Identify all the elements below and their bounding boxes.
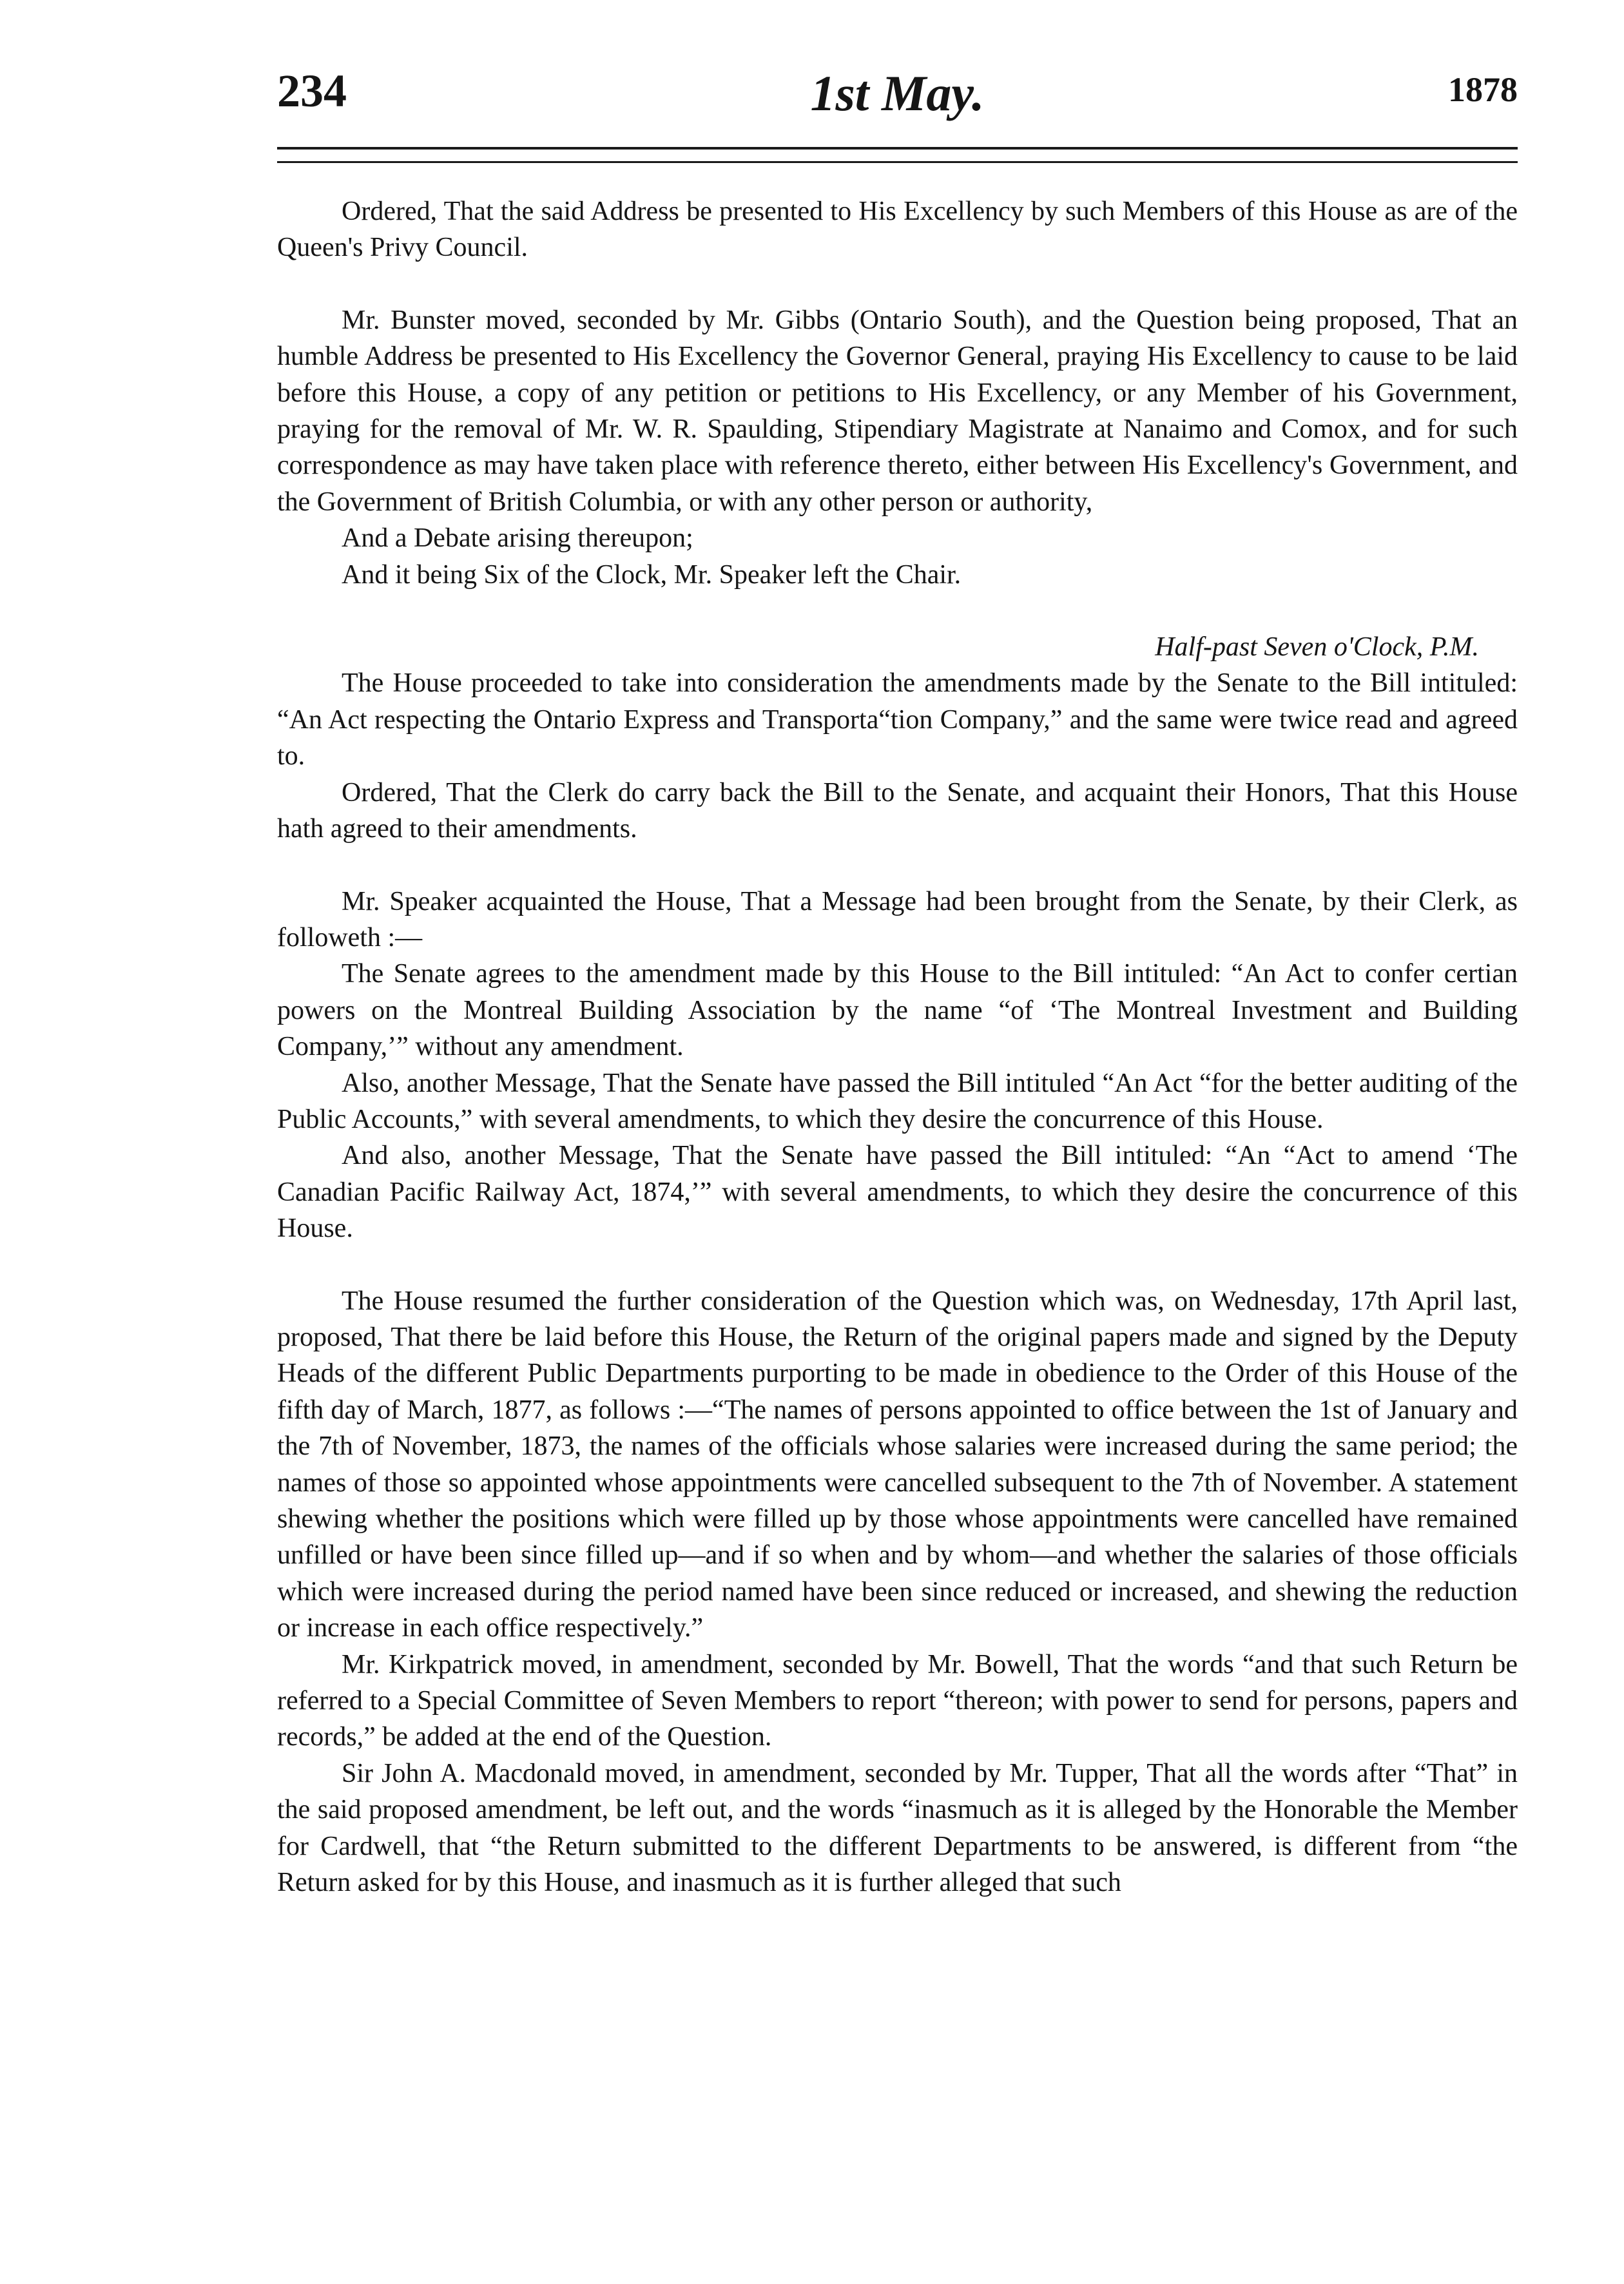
paragraph-six-oclock: And it being Six of the Clock, Mr. Speaker left the Chair.: [342, 559, 962, 590]
paragraph-bunster-motion: Mr. Bunster moved, seconded by Mr. Gibbs (Ontario South), and the Question being proposed, That an humble Address be presented to His Excellency the Governor General, praying His Excellency to cause to be laid before this House, a copy of any petition or petitions to His Excellency, or any Member of his Government, praying for the removal of Mr. W. R. Spaulding, Stipendiary Magistrate at Nanaimo and Comox, and for such correspondence as may have taken place with reference thereto, either between His Excellency's Government, and the Government of British Columbia, or with any other person or authority,: [277, 305, 1518, 517]
paragraph-kirkpatrick-amendment: Mr. Kirkpatrick moved, in amendment, seconded by Mr. Bowell, That the words “and that such Return be referred to a Special Committee of Seven Members to report “thereon; with power to send for persons, papers and records,” be added at the end of the Question.: [277, 1649, 1518, 1752]
paragraph-pacific-railway: And also, another Message, That the Senate have passed the Bill intituled: “An “Act to amend ‘The Canadian Pacific Railway Act, 1874,’” with several amendments, to which they desire the concurrence of this House.: [277, 1141, 1518, 1244]
paragraph-return-question: The House resumed the further consideration of the Question which was, on Wednesday, 17th April last, proposed, That there be laid before this House, the Return of the original papers made and signed by the Deputy Heads of the different Public Departments purporting to be made in obedience to the Order of this House of the fifth day of March, 1877, as follows :—“The names of persons appointed to office between the 1st of January and the 7th of November, 1873, the names of the officials whose salaries were increased during the same period; the names of those so appointed whose appointments were cancelled subsequent to the 7th of November. A statement shewing whether the positions which were filled up by those whose appointments were cancelled have remained unfilled or have been since filled up—and if so when and by whom—and whether the salaries of those officials which were increased during the period named have been since reduced or increased, and shewing the reduction or increase in each office respectively.”: [277, 1286, 1518, 1643]
page-header: [277, 64, 1518, 135]
paragraph-ontario-express: The House proceeded to take into consideration the amendments made by the Senate to the Bill intituled: “An Act respecting the Ontario Express and Transporta“tion Company,” and the same were twice read and agreed to.: [277, 668, 1518, 771]
header-rule: [277, 147, 1518, 150]
paragraph-debate: And a Debate arising thereupon;: [342, 523, 693, 554]
paragraph-ordered-address: Ordered, That the said Address be presented to His Excellency by such Members of this House as are of the Queen's Privy Council.: [277, 197, 1518, 263]
paragraph-montreal-bill: The Senate agrees to the amendment made by this House to the Bill intituled: “An Act to confer certian powers on the Montreal Building Association by the name “of ‘The Montreal Investment and Building Company,’” without any amendment.: [277, 959, 1518, 1062]
page-number: 234: [277, 65, 347, 117]
paragraph-macdonald-amendment: Sir John A. Macdonald moved, in amendment, seconded by Mr. Tupper, That all the words after “That” in the said proposed amendment, be left out, and the words “inasmuch as it is alleged by the Honorable the Member for Cardwell, that “the Return submitted to the different Departments to be answered, is different from “the Return asked for by this House, and inasmuch as it is further alleged that such: [277, 1758, 1518, 1898]
time-text: Half-past Seven o'Clock, P.M.: [1155, 632, 1479, 663]
journal-text: [277, 193, 1518, 1901]
paragraph-speaker-message: Mr. Speaker acquainted the House, That a Message had been brought from the Senate, by their Clerk, as followeth :—: [277, 886, 1518, 953]
year: 1878: [1448, 70, 1518, 109]
running-title: 1st May.: [810, 65, 985, 121]
time-heading: [277, 629, 1518, 665]
paragraph-ordered-clerk: Ordered, That the Clerk do carry back the Bill to the Senate, and acquaint their Honors, That this House hath agreed to their amendments.: [277, 777, 1518, 844]
paragraph-auditing-bill: Also, another Message, That the Senate have passed the Bill intituled “An Act “for the better auditing of the Public Accounts,” with several amendments, to which they desire the concurrence of this House.: [277, 1068, 1518, 1134]
header-rule-secondary: [277, 161, 1518, 163]
